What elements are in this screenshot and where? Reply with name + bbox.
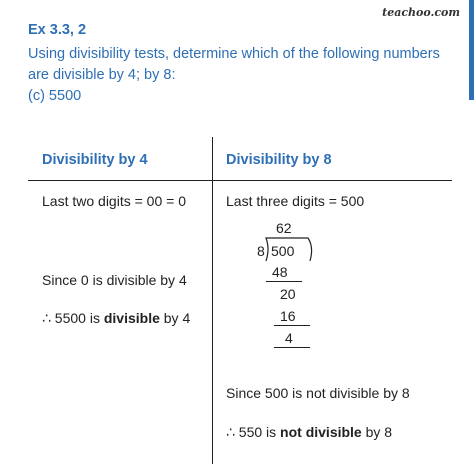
table-column-divider bbox=[212, 137, 213, 464]
accent-sidebar bbox=[469, 0, 474, 100]
col2-since-statement: Since 500 is not divisible by 8 bbox=[226, 385, 410, 401]
division-quotient: 62 bbox=[276, 220, 292, 236]
division-line-1 bbox=[266, 281, 302, 282]
col2-conclusion: ∴ 550 is not divisible by 8 bbox=[226, 424, 393, 440]
table-header-divider bbox=[28, 180, 452, 181]
division-line-3 bbox=[274, 347, 310, 348]
col2-header: Divisibility by 8 bbox=[226, 152, 332, 168]
division-step-48: 48 bbox=[272, 264, 288, 280]
question-part: (c) 5500 bbox=[28, 88, 82, 104]
col1-since-statement: Since 0 is divisible by 4 bbox=[42, 272, 187, 288]
division-step-20: 20 bbox=[280, 286, 296, 302]
col1-last-two-digits: Last two digits = 00 = 0 bbox=[42, 193, 186, 209]
watermark: teachoo.com bbox=[382, 6, 460, 19]
question-line-2: are divisible by 4; by 8: bbox=[28, 67, 176, 83]
col1-header: Divisibility by 4 bbox=[42, 152, 148, 168]
division-step-16: 16 bbox=[280, 308, 296, 324]
division-line-2 bbox=[274, 325, 310, 326]
division-remainder: 4 bbox=[285, 330, 293, 346]
question-line-1: Using divisibility tests, determine which of the following numbers bbox=[28, 46, 440, 62]
division-dividend: 500 bbox=[271, 243, 295, 259]
col1-conclusion: ∴ 5500 is divisible by 4 bbox=[42, 310, 191, 326]
col2-last-three-digits: Last three digits = 500 bbox=[226, 193, 365, 209]
division-divisor: 8 bbox=[257, 243, 265, 259]
exercise-title: Ex 3.3, 2 bbox=[28, 22, 87, 38]
